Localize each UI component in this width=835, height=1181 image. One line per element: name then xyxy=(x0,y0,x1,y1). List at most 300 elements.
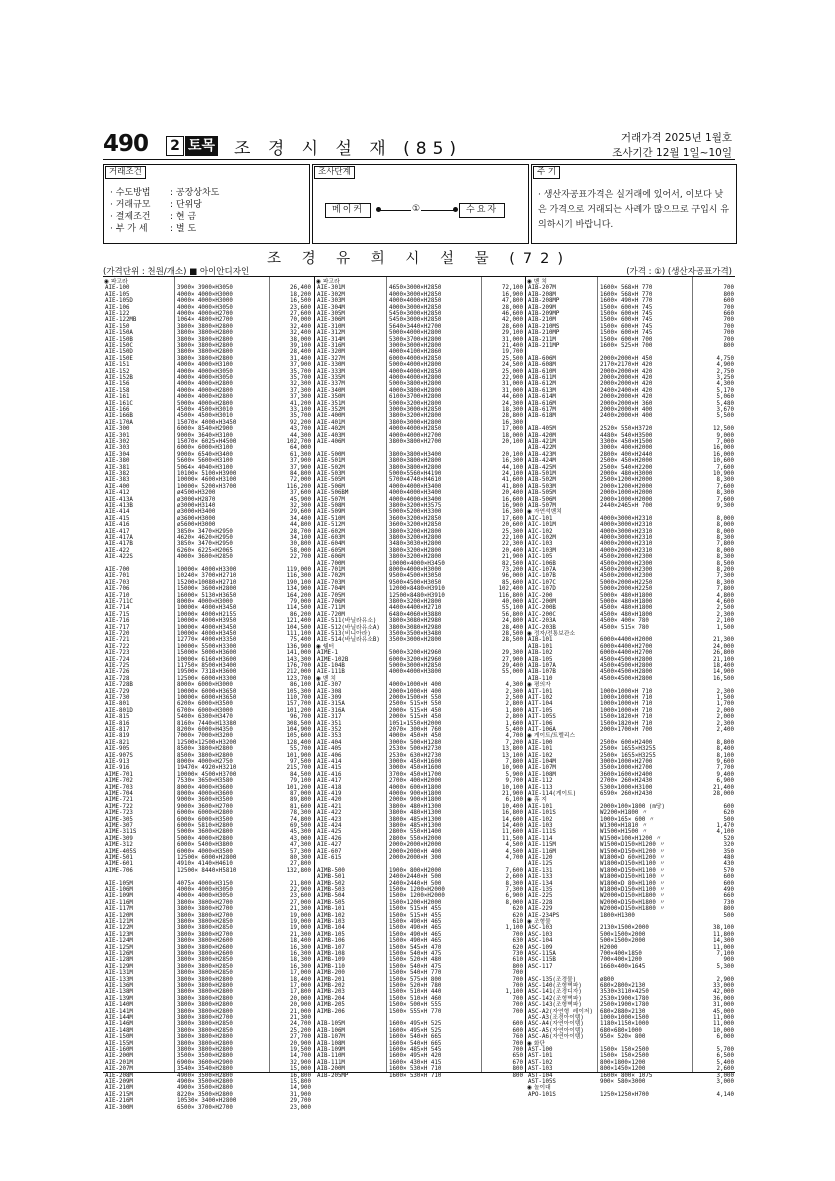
item-spec: 2000×2000×H 360 xyxy=(600,400,653,407)
item-spec: 2500× 600×H2400 xyxy=(600,739,653,746)
item-code: AIE-420 xyxy=(317,797,342,804)
item-price: 6,900 xyxy=(505,893,523,900)
item-price: 1,500 xyxy=(716,624,734,631)
item-code: AIE-103 xyxy=(528,823,553,829)
item-code: AIB-611M xyxy=(528,375,556,381)
item-price: 10,900 xyxy=(713,471,734,477)
item-price: 600 xyxy=(512,1027,523,1034)
item-price: 23,600 xyxy=(290,304,311,311)
item-spec: ø4500×H3200 xyxy=(177,490,216,497)
item-spec: 2000×1000×H 400 xyxy=(389,688,442,695)
item-spec: 1600× 485×H 545 xyxy=(389,1047,442,1053)
item-code: AIE-105D xyxy=(105,298,133,305)
item-price: 730 xyxy=(723,899,734,906)
item-spec: 3800× 3800×H2800 xyxy=(177,355,233,362)
item-spec: 2500× 1655×H3255 xyxy=(600,746,656,753)
item-spec: 6700× 6000×H3000 xyxy=(177,707,233,714)
item-code: AIB-110M xyxy=(317,1053,345,1060)
item-code: AIT-104 xyxy=(528,701,553,708)
item-price: 31,400 xyxy=(290,355,311,362)
item-code: ASC-A2(자연형 레이저) xyxy=(528,1008,594,1015)
item-spec: 6500× 3700×H2700 xyxy=(177,1104,233,1111)
item-spec: 3800× 3800×H2800 xyxy=(177,1040,233,1047)
item-price: 8,400 xyxy=(716,746,734,753)
item-price: 28,500 xyxy=(502,637,523,644)
item-code: AIMB-504 xyxy=(317,893,345,900)
item-price: 16,500 xyxy=(713,675,734,682)
item-spec: 3480×3030×H2800 xyxy=(389,541,442,548)
item-spec: 3800×3200×H2800 xyxy=(389,554,442,561)
item-spec: 3800× 3800×H2800 xyxy=(177,1034,233,1041)
item-code: AIC-200M xyxy=(528,599,556,605)
item-code: AIE-422S xyxy=(105,554,133,561)
item-code: AIE-150M xyxy=(105,1034,133,1041)
item-price: 38,000 xyxy=(290,336,311,343)
item-spec: 1600× 495×H 525 xyxy=(389,1021,442,1028)
item-code: AIME-309 xyxy=(105,835,133,842)
item-code: ASC-109 xyxy=(528,944,553,951)
group-title: ◉ 휴 지 xyxy=(527,797,547,804)
item-code: AIE-414 xyxy=(105,509,130,516)
item-code: AIE-353 xyxy=(317,733,342,740)
item-code: AIC-200 xyxy=(528,592,553,599)
item-price: 610 xyxy=(512,919,523,925)
item-price: 11,600 xyxy=(502,829,523,836)
item-price: 18,400 xyxy=(290,938,311,945)
item-price: 20,400 xyxy=(502,490,523,497)
item-price: 5,170 xyxy=(716,387,734,394)
item-spec: 6100×3700×H2800 xyxy=(389,394,442,401)
item-spec: 4500× 480×H1800 xyxy=(600,611,653,618)
group-title: ◉ 쉘터 xyxy=(316,643,335,650)
item-price: 17,600 xyxy=(502,515,523,522)
item-price: 10,100 xyxy=(502,784,523,791)
item-code: AIB-209M xyxy=(528,304,556,311)
item-price: 700 xyxy=(512,970,523,977)
item-code: AIE-711C xyxy=(105,599,133,605)
item-spec: 5000× 4000×H2800 xyxy=(177,835,233,842)
item-code: AIE-500M xyxy=(317,451,345,458)
item-price: 28,400 xyxy=(290,349,311,356)
item-spec: 4000×4100×H2860 xyxy=(389,349,442,356)
item-code: AIE-416 xyxy=(317,771,342,778)
item-code: AIE-417B xyxy=(105,541,133,548)
item-code: AIB-101 xyxy=(528,643,553,650)
item-spec: 12500×8480×H3910 xyxy=(389,592,445,599)
item-spec: 4000×4000×H2850 xyxy=(389,298,442,305)
item-price: 72,000 xyxy=(290,477,311,484)
item-price: 101,900 xyxy=(286,752,311,759)
item-price: 2,800 xyxy=(505,701,523,708)
item-price: 64,000 xyxy=(290,445,311,452)
item-code: AIE-722 xyxy=(105,643,130,650)
item-price: 44,600 xyxy=(502,394,523,401)
item-code: AIME-722 xyxy=(105,803,133,810)
item-code: AIE-123M xyxy=(105,931,133,938)
item-code: AIE-801D xyxy=(105,707,133,714)
item-spec: 4000× 3600×H2850 xyxy=(177,554,233,561)
item-price: 70,000 xyxy=(290,317,311,324)
item-code: AIE-704M xyxy=(317,586,345,593)
item-code: ASC-140(조형벽파) xyxy=(528,983,582,989)
item-spec: 1500× 555×H 770 xyxy=(389,1008,442,1015)
item-price: 10,000 xyxy=(713,1027,734,1034)
item-price: 8,000 xyxy=(505,899,523,906)
item-price: 5,300 xyxy=(716,963,734,970)
item-code: AIE-120M xyxy=(105,912,133,919)
item-spec: 3800×3800×H2700 xyxy=(389,439,442,445)
item-code: AIE-417 xyxy=(317,778,342,785)
item-price: 800 xyxy=(512,1066,523,1073)
item-price: 1,800 xyxy=(505,707,523,714)
item-spec: 3800×3200×H2800 xyxy=(389,413,442,420)
item-spec: 4000×3000×H2310 xyxy=(600,528,653,535)
item-price: 86,200 xyxy=(290,611,311,618)
item-spec: H2000 xyxy=(600,944,618,951)
item-spec: 8500× 3800×H2800 xyxy=(177,752,233,759)
item-price: 8,000 xyxy=(716,528,734,535)
item-price: 28,800 xyxy=(502,413,523,420)
item-spec: 11750× 8500×H3400 xyxy=(177,663,237,669)
item-price: 700 xyxy=(512,1002,523,1009)
item-price: 20,600 xyxy=(502,522,523,529)
item-spec: 6000× 6000×H2800 xyxy=(177,810,233,817)
item-price: 16,300 xyxy=(502,509,523,516)
item-price: 14,400 xyxy=(502,823,523,829)
item-price: 21,300 xyxy=(290,1015,311,1021)
item-price: 2,300 xyxy=(716,720,734,727)
item-price: 600 xyxy=(723,298,734,305)
item-price: 24,100 xyxy=(502,471,523,477)
item-code: AIE-700M xyxy=(317,560,345,567)
item-spec: 1500× 490×H 465 xyxy=(389,938,442,945)
item-spec: 2000×100×1800 (m당) xyxy=(600,803,665,810)
item-spec: 3800× 3800×H2800 xyxy=(177,989,233,996)
item-code: AIMB-505 xyxy=(317,899,345,906)
item-price: 17,000 xyxy=(502,426,523,433)
item-spec: W1800×D150×H1100 〃 xyxy=(600,861,666,868)
item-price: 14,900 xyxy=(290,1085,311,1092)
item-spec: 5000×2000×H2250 xyxy=(600,579,653,586)
item-price: 212,000 xyxy=(286,669,311,676)
item-price: 30,800 xyxy=(290,541,311,548)
item-code: AIME-311S xyxy=(105,829,137,836)
item-code: AIE-414 xyxy=(317,759,342,765)
item-price: 9,600 xyxy=(716,759,734,765)
item-price: 31,000 xyxy=(502,387,523,394)
item-price: 7,000 xyxy=(716,439,734,445)
item-price: 25,200 xyxy=(290,1027,311,1034)
item-code: AIB-208M xyxy=(528,291,556,298)
item-spec: W1300×H1810 〃 xyxy=(600,823,648,829)
item-spec: 1500× 510×H 440 xyxy=(389,989,442,996)
item-price: 2,500 xyxy=(716,605,734,612)
item-spec: 3800× 3800×H2800 xyxy=(177,976,233,983)
item-spec: 3900× 3900×H3050 xyxy=(177,285,233,292)
item-price: 700 xyxy=(512,976,523,983)
item-price: 111,100 xyxy=(286,631,311,637)
item-code: AIB-209MP xyxy=(528,311,560,317)
item-code: AIB-205MP xyxy=(317,1072,349,1079)
item-code: AIT-106 xyxy=(528,720,553,727)
item-code: AIE-310M xyxy=(317,323,345,330)
item-spec: 3540× 3540×H2800 xyxy=(177,1066,233,1073)
item-spec: 6000×4400×H2700 xyxy=(600,643,653,650)
item-price: 97,500 xyxy=(290,759,311,765)
item-spec: 3000×3000×H2850 xyxy=(389,407,442,413)
item-code: AIMB-102 xyxy=(317,912,345,919)
item-price: 600 xyxy=(723,803,734,810)
item-code: AIE-427 xyxy=(317,842,342,849)
item-spec: 4000×2000×H2310 xyxy=(600,541,653,548)
note-tag: 주 기 xyxy=(533,166,560,179)
item-code: AIB-421M xyxy=(528,439,556,445)
item-price: 128,400 xyxy=(286,739,311,746)
flow-dot xyxy=(376,207,381,212)
item-spec: 3800×3200×H3575 xyxy=(389,503,442,509)
item-code: AIMB-202 xyxy=(317,983,345,989)
item-price: 190,100 xyxy=(286,579,311,586)
item-price: 10,600 xyxy=(713,458,734,465)
item-price: 101,200 xyxy=(286,707,311,714)
item-code: AIB-110 xyxy=(528,675,553,682)
item-code: AIE-300 xyxy=(105,426,130,433)
item-code: ASC-A4(자연아이템) xyxy=(528,1021,584,1028)
item-price: 79,100 xyxy=(290,778,311,785)
item-price: 8,200 xyxy=(716,567,734,573)
item-price: 760 xyxy=(512,1034,523,1041)
item-code: AIE-509M xyxy=(317,509,345,516)
item-code: AIB-405M xyxy=(528,426,556,433)
item-spec: 10100× 5100×H3900 xyxy=(177,471,237,477)
item-code: AIE-302 xyxy=(105,439,130,445)
item-code: AIE-426 xyxy=(317,835,342,842)
item-price: 16,300 xyxy=(502,458,523,465)
item-code: AIMB-503 xyxy=(317,887,345,893)
item-spec: 3800× 3800×H2700 xyxy=(177,906,233,913)
item-price: 78,300 xyxy=(290,810,311,817)
item-code: AIE-152B xyxy=(105,375,133,381)
item-code: AIMB-200 xyxy=(317,970,345,977)
item-spec: 9500×4500×H3050 xyxy=(389,573,442,580)
item-code: AIME-703 xyxy=(105,784,133,791)
item-spec: 5000×3000×H2850 xyxy=(389,663,442,669)
item-code: AIE-607 xyxy=(317,848,342,855)
item-code: AIE-215M xyxy=(105,1091,133,1098)
item-code: AIE-152 xyxy=(105,368,130,375)
item-price: 92,200 xyxy=(290,419,311,426)
item-spec: 5450×3000×H2850 xyxy=(389,317,442,324)
item-spec: 1000×1000×H 710 xyxy=(600,695,653,701)
item-price: 8,000 xyxy=(716,515,734,522)
item-price: 17,000 xyxy=(290,983,311,989)
item-price: 7,700 xyxy=(716,765,734,772)
item-spec: 6900× 3600×H2900 xyxy=(177,1059,233,1066)
item-spec: 3700× 450×H1700 xyxy=(389,771,442,778)
item-spec: 6590× 260×H2430 xyxy=(600,791,653,797)
item-code: AIE-111S xyxy=(528,829,556,836)
item-price: 27,700 xyxy=(290,1034,311,1041)
item-spec: 6000× 6000×H3500 xyxy=(177,816,233,823)
item-spec: 4000×4000×H3400 xyxy=(389,490,442,497)
item-code: AIE-340M xyxy=(317,387,345,394)
item-spec: 1000×1000×1500 xyxy=(600,1015,649,1021)
item-spec: W1800×D150×H1100 〃 xyxy=(600,887,666,893)
item-code: AIE-413B xyxy=(105,503,133,509)
item-spec: 2130×1500×2000 xyxy=(600,925,649,932)
item-spec: 1500× 520×H 480 xyxy=(389,957,442,964)
item-spec: W2000×D150×H1800 〃 xyxy=(600,893,666,900)
item-price: 15,000 xyxy=(290,1066,311,1073)
item-code: AIT-102 xyxy=(528,695,553,701)
item-code: AIE-726 xyxy=(105,669,130,676)
item-spec: 4000×4000×H2850 xyxy=(389,426,442,433)
item-code: AIE-304M xyxy=(317,304,345,311)
item-code: AIB-505M xyxy=(528,490,556,497)
item-code: AIE-200M xyxy=(105,1053,133,1060)
item-price: 700 xyxy=(723,330,734,337)
item-price: 47,300 xyxy=(290,842,311,849)
item-price: 7,800 xyxy=(716,541,734,548)
item-price: 730 xyxy=(512,951,523,957)
item-code: AIE-124M xyxy=(105,938,133,945)
item-spec: 3000×3000×H2800 xyxy=(389,343,442,349)
item-spec: 2000×1000×H2000 xyxy=(600,490,653,497)
item-code: AIB-610M xyxy=(528,368,556,375)
item-code: AIE-418 xyxy=(317,784,342,791)
item-code: AIE-161 xyxy=(105,394,130,401)
item-code: AIB-101 xyxy=(528,637,553,644)
item-code: AIE-715 xyxy=(105,611,130,618)
item-price: 21,300 xyxy=(713,637,734,644)
item-price: 41,200 xyxy=(290,400,311,407)
item-price: 84,500 xyxy=(290,771,311,778)
item-price: 620 xyxy=(723,810,734,817)
group-title: ◉ 정자/전통보관소 xyxy=(527,631,576,637)
item-price: 34,100 xyxy=(290,535,311,541)
item-code: AIE-106M xyxy=(105,887,133,893)
maker-box: 메이커 xyxy=(325,203,371,218)
item-spec: 700×400×1200 xyxy=(600,957,642,964)
item-code: AIE-700 xyxy=(105,567,130,573)
item-code: AIC-102M xyxy=(528,535,556,541)
consumer-box: 수요자 xyxy=(459,203,505,218)
item-spec: 15000× 3600×H2800 xyxy=(177,586,237,593)
item-price: 33,000 xyxy=(713,983,734,989)
item-price: 17,800 xyxy=(290,989,311,996)
item-spec: 4900× 3500×H2800 xyxy=(177,1072,233,1079)
item-code: AIE-156 xyxy=(105,381,130,388)
item-spec: 2070× 300×H 760 xyxy=(389,727,442,733)
item-price: 4,500 xyxy=(505,842,523,849)
item-code: AIB-614M xyxy=(528,394,556,401)
item-spec: 10000× 6000×H3650 xyxy=(177,695,237,701)
item-spec: 7000× 7000×H3200 xyxy=(177,733,233,740)
item-price: 41,600 xyxy=(502,477,523,484)
item-spec: 5300×1000×H3100 xyxy=(600,784,653,791)
item-code: AIE-115M xyxy=(528,842,556,849)
item-code: AIB-612M xyxy=(528,381,556,388)
item-code: AIB-210M xyxy=(528,317,556,324)
item-spec: 800×1800×1200 xyxy=(600,1059,646,1066)
item-spec: 4000×3000×H2850 xyxy=(389,304,442,311)
item-code: AIE-720M xyxy=(317,611,345,618)
item-code: AIE-412 xyxy=(105,490,130,497)
item-code: AIE-101S xyxy=(528,810,556,817)
item-code: AIMB-500 xyxy=(317,867,345,874)
item-spec: 4900× 3500×H2800 xyxy=(177,1079,233,1085)
item-code: AIME-706 xyxy=(105,867,133,874)
item-spec: 15070× 6025×H4500 xyxy=(177,439,237,445)
item-spec: 3800× 480×H1300 xyxy=(389,810,442,817)
item-price: 27,800 xyxy=(290,861,311,868)
flow-dot xyxy=(453,207,458,212)
item-code: AIE-314M xyxy=(317,336,345,343)
item-code: AIE-512(바닐라유소A) xyxy=(317,624,380,631)
item-spec: 4500×4500×H2800 xyxy=(600,669,653,676)
item-code: AIB-111M xyxy=(317,1059,345,1066)
item-spec: 5000×3200×H2960 xyxy=(389,650,442,657)
item-spec: 5000×2000×H2250 xyxy=(600,586,653,593)
item-price: 164,200 xyxy=(286,592,311,599)
item-price: 14,700 xyxy=(290,1053,311,1060)
item-price: 11,000 xyxy=(713,944,734,951)
item-price: 40,000 xyxy=(502,599,523,605)
item-code: AIB-211MP xyxy=(528,343,560,349)
item-price: 700 xyxy=(723,317,734,324)
item-spec: W1800×D150×H1100 〃 xyxy=(600,867,666,874)
table-column-3 xyxy=(525,277,736,1098)
item-spec: 1500× 575×H 800 xyxy=(389,976,442,983)
item-price: 23,600 xyxy=(290,893,311,900)
condition-line: · 결제조건 : 현 금 xyxy=(110,212,197,222)
item-code: AIE-216M xyxy=(105,1098,133,1105)
item-code: AIE-208M xyxy=(105,1072,133,1079)
item-spec: 5000× 480×H1800 xyxy=(600,592,653,599)
item-spec: 1500× 500×H 555 xyxy=(389,1002,442,1009)
item-code: AIE-380 xyxy=(105,458,130,465)
item-price: 45,900 xyxy=(290,496,311,503)
item-code: AIE-101 xyxy=(528,746,553,753)
item-price: 24,000 xyxy=(713,643,734,650)
item-spec: 3800×3000×H2800 xyxy=(389,419,442,426)
item-spec: 3800×3200×H2800 xyxy=(389,528,442,535)
item-price: 22,900 xyxy=(502,375,523,381)
item-spec: 2530×1900×1780 xyxy=(600,995,649,1002)
item-price: 620 xyxy=(512,912,523,919)
item-spec: 2440×2465×H 700 xyxy=(600,503,653,509)
item-price: 44,800 xyxy=(290,522,311,529)
item-price: 85,600 xyxy=(502,579,523,586)
item-code: AIE-817 xyxy=(105,727,130,733)
item-code: AIMB-109 xyxy=(317,957,345,964)
item-code: AIC-107A xyxy=(528,567,556,573)
item-code: AIE-711M xyxy=(317,605,345,612)
item-price: 43,000 xyxy=(290,835,311,842)
item-code: AIE-210M xyxy=(105,1085,133,1092)
item-spec: 2000×1500×H 550 xyxy=(389,695,442,701)
item-code: AIB-503M xyxy=(528,483,556,490)
item-spec: ø3600×H3000 xyxy=(177,515,216,522)
item-price: 96,000 xyxy=(502,573,523,580)
item-price: 7,800 xyxy=(505,759,523,765)
item-spec: 15000× 5000×H3600 xyxy=(177,650,237,657)
unit-left: (가격단위 : 천원/개소) ■ 아이안디자인 xyxy=(103,267,250,277)
item-code: AIME-723 xyxy=(105,810,133,817)
item-code: AIE-158 xyxy=(105,387,130,394)
item-code: AIE-501M xyxy=(317,458,345,465)
item-spec: 3800× 3800×H2700 xyxy=(177,1015,233,1021)
